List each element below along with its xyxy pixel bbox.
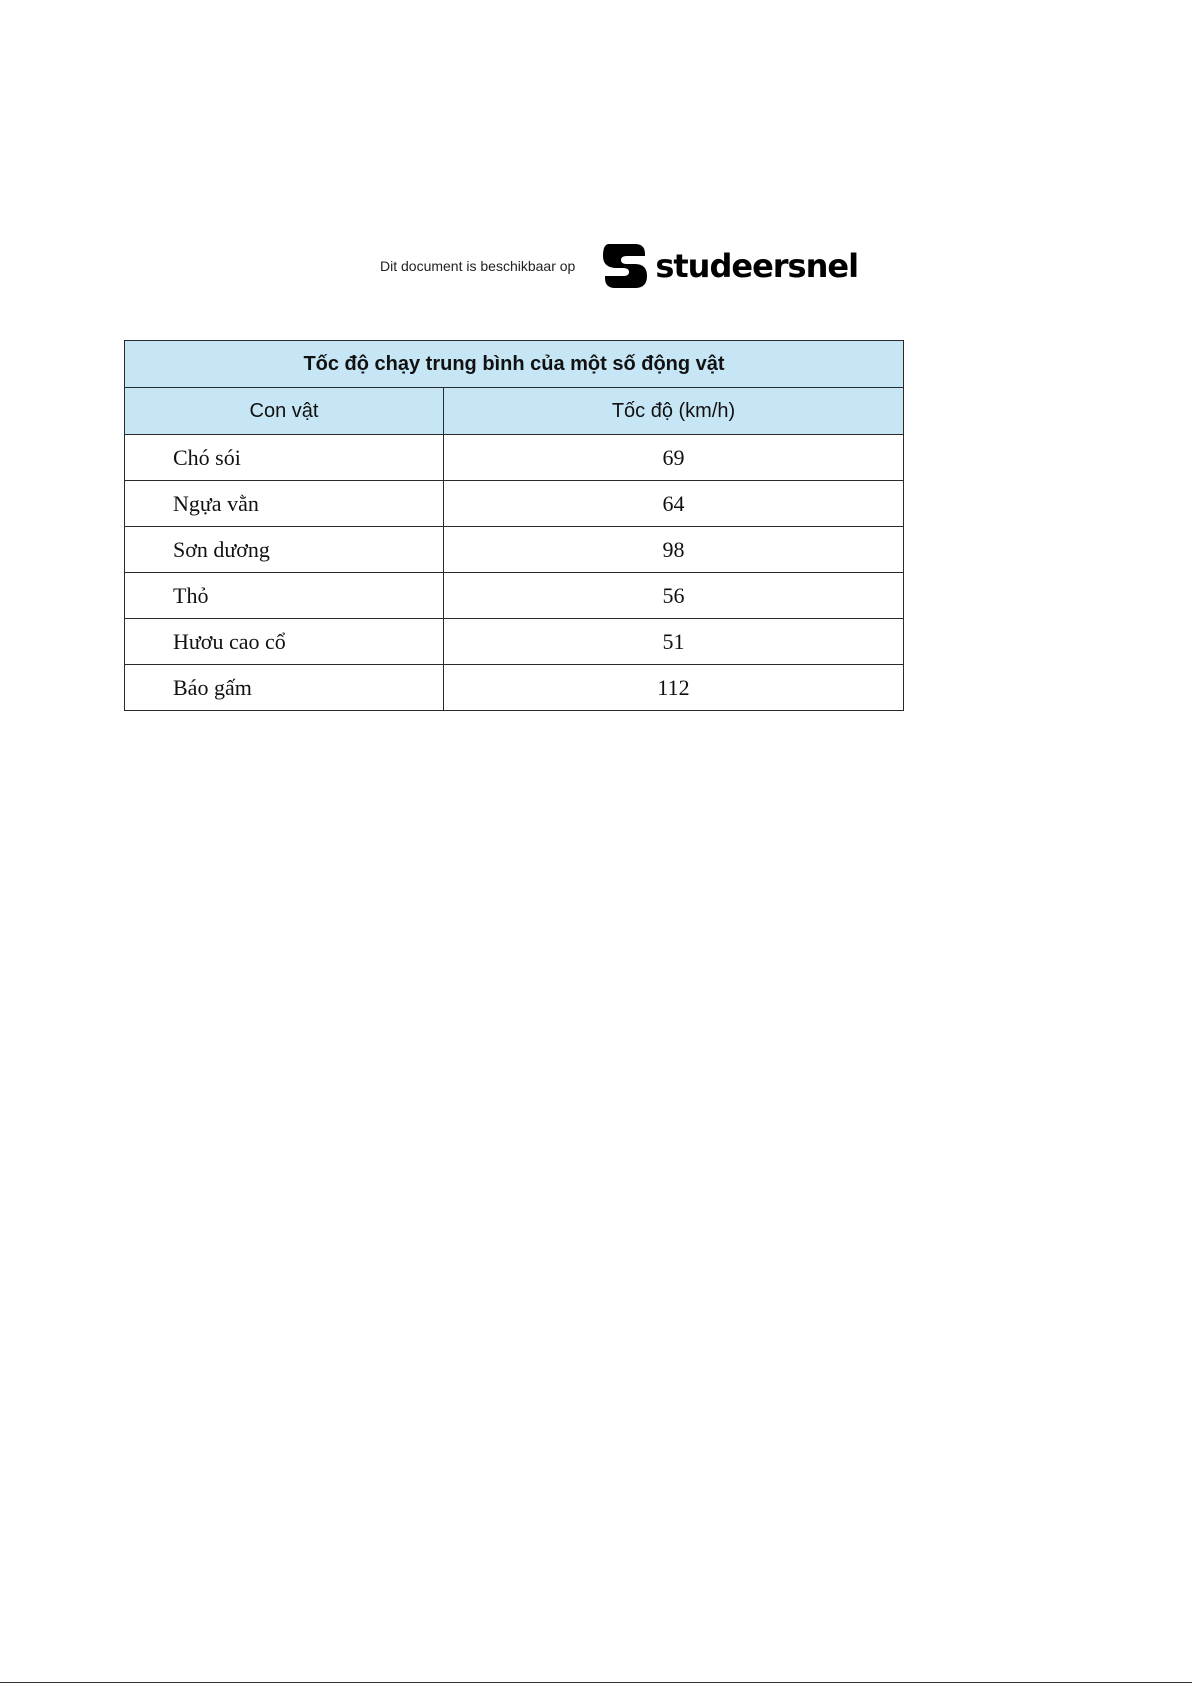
header-speed: Tốc độ (km/h) xyxy=(444,388,904,435)
table-row xyxy=(125,435,904,481)
animal-speed-table xyxy=(124,340,904,711)
animal-name: Ngựa vằn xyxy=(125,481,444,527)
availability-banner xyxy=(380,240,858,292)
table-row xyxy=(125,665,904,711)
header-animal: Con vật xyxy=(125,388,444,435)
animal-name: Sơn dương xyxy=(125,527,444,573)
animal-speed: 98 xyxy=(444,527,904,573)
table-title-row xyxy=(125,341,904,388)
animal-name: Chó sói xyxy=(125,435,444,481)
table-row xyxy=(125,527,904,573)
banner-text: Dit document is beschikbaar op xyxy=(380,258,576,274)
studeersnel-brand[interactable] xyxy=(601,240,858,292)
animal-name: Báo gấm xyxy=(125,665,444,711)
animal-speed: 112 xyxy=(444,665,904,711)
animal-name: Hươu cao cổ xyxy=(125,619,444,665)
animal-name: Thỏ xyxy=(125,573,444,619)
studeersnel-logo-icon xyxy=(601,240,649,292)
page-bottom-rule xyxy=(0,1682,1192,1683)
table-row xyxy=(125,573,904,619)
table-row xyxy=(125,619,904,665)
animal-speed: 69 xyxy=(444,435,904,481)
animal-speed: 56 xyxy=(444,573,904,619)
table-header-row xyxy=(125,388,904,435)
animal-speed: 51 xyxy=(444,619,904,665)
table-title: Tốc độ chạy trung bình của một số động vật xyxy=(125,341,904,388)
animal-speed: 64 xyxy=(444,481,904,527)
brand-name: studeersnel xyxy=(655,247,859,285)
table-row xyxy=(125,481,904,527)
